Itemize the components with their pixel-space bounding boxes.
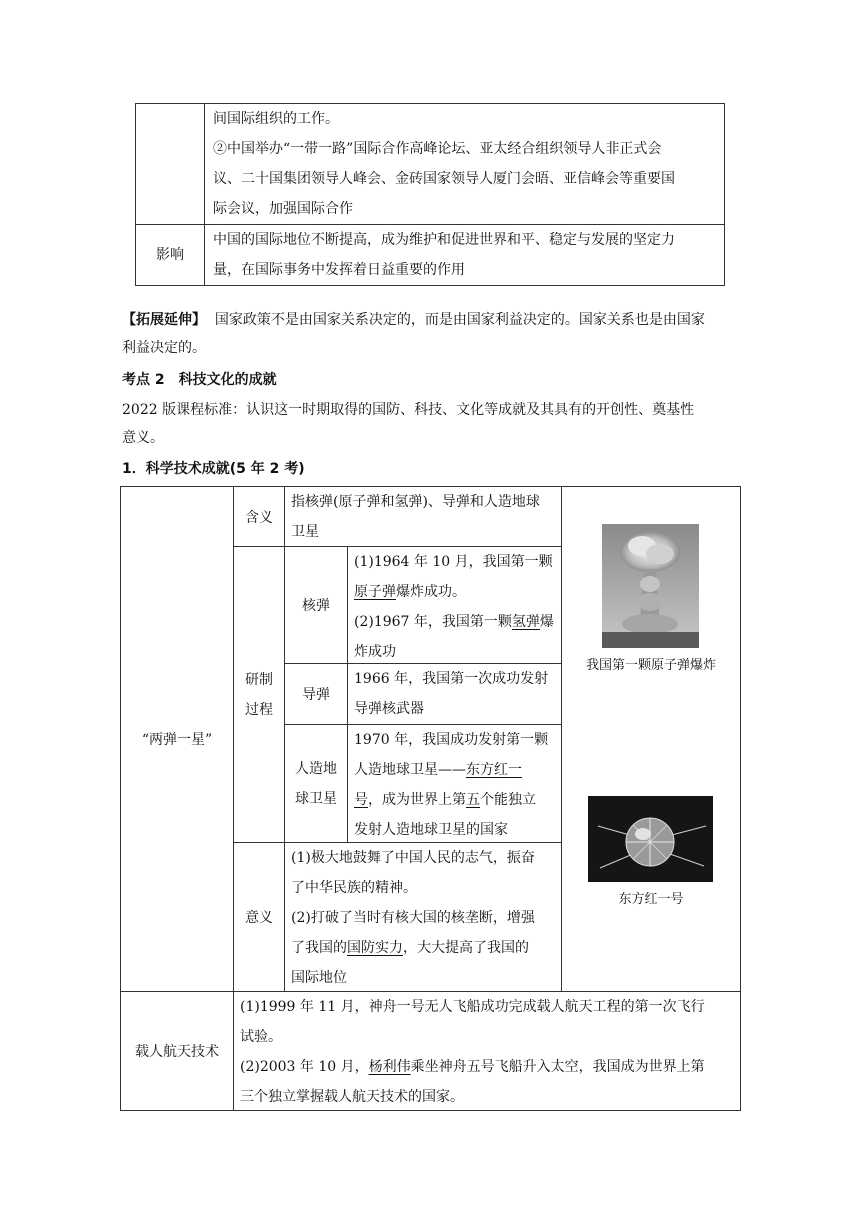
- hydrogen-bomb-term: 氢弹: [511, 614, 540, 630]
- text-line: 议、二十国集团领导人峰会、金砖国家领导人厦门会晤、亚信峰会等重要国: [213, 171, 675, 187]
- text-fragment: 乘坐神舟五号飞船升入太空，我国成为世界上第: [410, 1059, 705, 1075]
- meaning-content: [284, 486, 562, 547]
- text-fragment: (2)1967 年，我国第一颗: [354, 614, 512, 630]
- liangdan-yixing-label: “两弹一星”: [141, 732, 213, 748]
- fifth-term: 五: [466, 792, 480, 808]
- dongfanghong-term-end: 号: [354, 792, 368, 808]
- nuclear-bomb-label: 核弹: [302, 598, 330, 614]
- influence-table: [135, 103, 725, 286]
- text-line: 试验。: [240, 1029, 282, 1045]
- yang-liwei-term: 杨利伟: [368, 1059, 411, 1075]
- text-fragment: 人造地球卫星——: [354, 762, 466, 778]
- atomic-bomb-caption: 我国第一颗原子弹爆炸: [585, 658, 716, 673]
- satellite-label-cell: [284, 724, 348, 843]
- atomic-bomb-term: 原子弹: [354, 584, 396, 600]
- atomic-bomb-photo: [602, 524, 699, 648]
- text-line: 际会议，加强国际合作: [213, 201, 353, 217]
- defense-strength-term: 国防实力: [347, 940, 403, 956]
- cooperation-cell: [205, 104, 725, 225]
- text-line: 炸成功: [354, 644, 396, 660]
- standard-line: 意义。: [122, 430, 164, 446]
- significance-label: 意义: [245, 910, 273, 926]
- text-line: 研制: [245, 671, 273, 688]
- text-fragment: 了我国的: [291, 940, 347, 956]
- text-line: 量，在国际事务中发挥着日益重要的作用: [213, 262, 465, 278]
- liangdan-yixing-cell: [120, 486, 234, 992]
- text-line: (2)打破了当时有核大国的核垄断，增强: [291, 910, 535, 926]
- text-line: 过程: [245, 701, 273, 718]
- nuclear-bomb-content: [347, 546, 562, 664]
- extension-paragraph: [122, 306, 742, 362]
- text-fragment: 爆炸成功。: [396, 584, 466, 600]
- curriculum-standard: [122, 396, 742, 452]
- manned-spaceflight-label: 载人航天技术: [135, 1044, 219, 1060]
- text-line: 了中华民族的精神。: [291, 880, 417, 896]
- text-line: 间国际组织的工作。: [213, 111, 339, 127]
- influence-cell: [205, 225, 725, 286]
- text-line: 人造地: [295, 760, 337, 777]
- missile-label-cell: [284, 663, 348, 725]
- text-line: 球卫星: [295, 790, 337, 807]
- text-fragment: 爆: [539, 614, 554, 630]
- extension-text-2: 利益决定的。: [122, 340, 206, 356]
- text-line: 中国的国际地位不断提高，成为维护和促进世界和平、稳定与发展的坚定力: [213, 232, 675, 248]
- text-fragment: (2)2003 年 10 月，: [240, 1059, 369, 1075]
- text-line: 卫星: [291, 524, 319, 540]
- text-line: ②中国举办“一带一路”国际合作高峰论坛、亚太经合组织领导人非正式会: [213, 141, 662, 157]
- meaning-label-cell: [233, 486, 285, 547]
- text-line: (1)极大地鼓舞了中国人民的志气，振奋: [291, 850, 535, 866]
- significance-content: [284, 842, 562, 992]
- extension-text: 国家政策不是由国家关系决定的，而是由国家利益决定的。国家关系也是由国家: [214, 312, 705, 328]
- missile-content: [347, 663, 562, 725]
- text-line: 三个独立掌握载人航天技术的国家。: [240, 1089, 464, 1105]
- text-fragment: ，成为世界上第: [368, 792, 466, 808]
- nuclear-bomb-label-cell: [284, 546, 348, 664]
- influence-label: 影响: [136, 225, 205, 286]
- text-fragment: ，大大提高了我国的: [403, 940, 529, 956]
- dongfanghong-caption: 东方红一号: [618, 892, 684, 907]
- text-line: 国际地位: [291, 970, 347, 986]
- dongfanghong-satellite-photo: [588, 796, 713, 882]
- text-fragment: 个能独立: [480, 792, 536, 808]
- subheading: 1．科学技术成就(5 年 2 考): [122, 461, 305, 477]
- significance-label-cell: [233, 842, 285, 992]
- development-label-cell: [233, 546, 285, 843]
- table-cell-empty-label: [136, 104, 205, 225]
- missile-label: 导弹: [302, 687, 330, 703]
- text-line: 指核弹(原子弹和氢弹)、导弹和人造地球: [291, 494, 540, 510]
- text-line: 1970 年，我国成功发射第一颗: [354, 732, 549, 748]
- satellite-content: [347, 724, 562, 843]
- meaning-label: 含义: [245, 509, 273, 526]
- manned-spaceflight-label-cell: [120, 991, 234, 1111]
- dongfanghong-term: 东方红一: [466, 762, 522, 778]
- manned-spaceflight-content: [233, 991, 741, 1111]
- text-line: (1)1999 年 11 月，神舟一号无人飞船成功完成载人航天工程的第一次飞行: [240, 999, 705, 1015]
- extension-tag: 【拓展延伸】: [122, 312, 206, 328]
- section-heading: 考点 2 科技文化的成就: [122, 372, 277, 388]
- text-line: (1)1964 年 10 月，我国第一颗: [354, 554, 553, 570]
- standard-line: 2022 版课程标准：认识这一时期取得的国防、科技、文化等成就及其具有的开创性、奠基性: [122, 402, 695, 418]
- text-line: 发射人造地球卫星的国家: [354, 822, 508, 838]
- text-line: 导弹核武器: [354, 701, 424, 717]
- text-line: 1966 年，我国第一次成功发射: [354, 671, 549, 687]
